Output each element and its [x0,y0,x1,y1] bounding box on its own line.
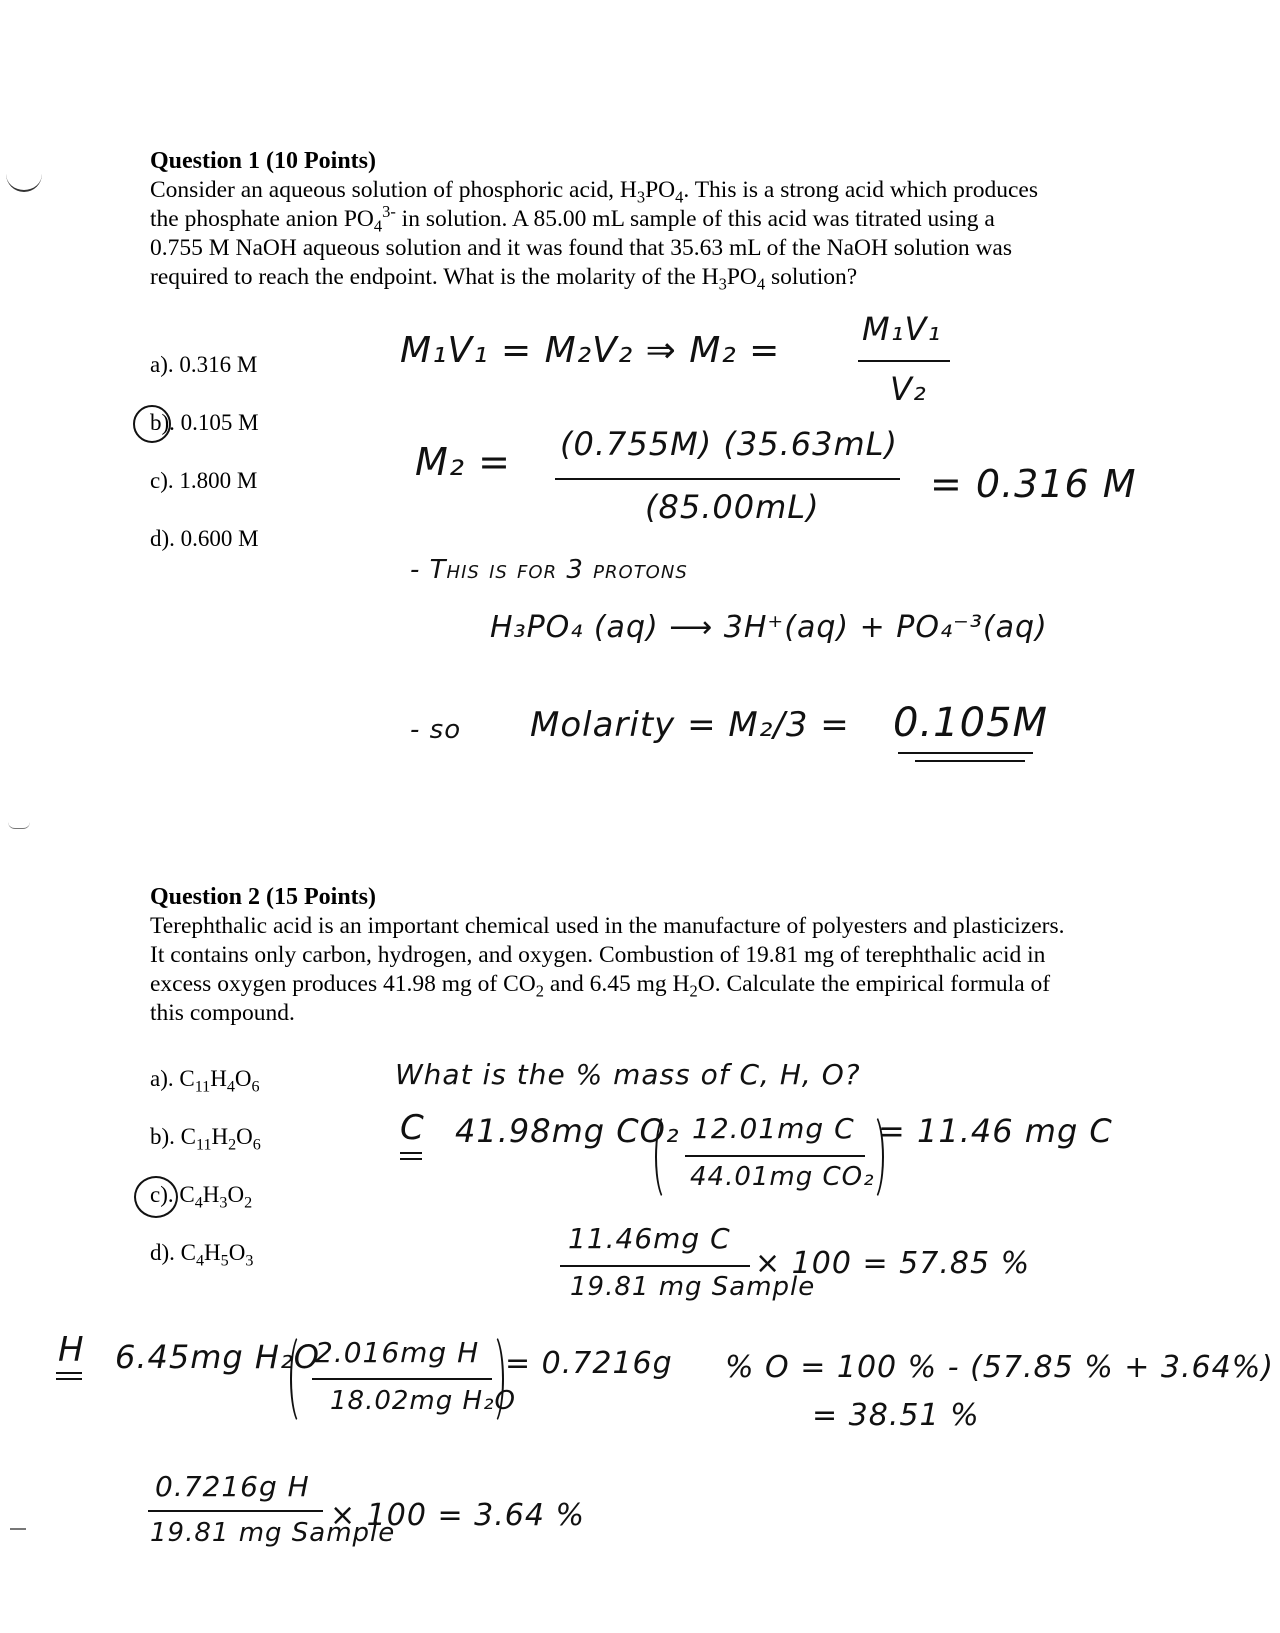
q2-title: Question 2 (15 Points) [150,884,377,910]
q2-work-h-den: 18.02mg H₂O [330,1386,516,1416]
underline-mark [915,760,1025,762]
q2-work-h-lhs: 6.45mg H₂O [115,1338,320,1376]
paren-mark [655,1112,679,1202]
q2-choice-d: d). $C_4H_5O_3$ [150,1240,254,1270]
answer-circle-mark [133,405,171,443]
underline-mark [898,752,1033,754]
q1-work-eq1-num: M₁V₁ [862,310,942,348]
q2-work-h-pct-num: 0.7216g H [155,1470,310,1503]
q2-work-h-pct-result: × 100 = 3.64 % [330,1498,585,1533]
fraction-line [312,1378,492,1380]
underline-mark [56,1372,82,1374]
paren-mark [480,1332,504,1426]
q2-work-h-result: = 0.7216g [505,1346,673,1381]
page-edge-mark [10,1528,26,1530]
underline-mark [56,1378,82,1380]
q1-work-note: - This is for 3 protons [410,555,688,585]
q2-body: Terephthalic acid is an important chemical used in the manufacture of polyesters and plasticizers. It contains only carbon, hydrogen, and oxygen. Combustion of 19.81 mg of terephthalic acid in excess oxygen produces 41.98 mg of $CO_2$ and 6.45 mg $H_2O$. Calculate the empirical formula of this compound. [150,913,1065,1026]
underline-mark [400,1152,422,1154]
page-edge-mark [8,822,30,829]
q2-choice-c: c). $C_4H_3O_2$ [150,1182,253,1212]
q1-choice-c: c). 1.800 M [150,468,258,493]
q1-work-m2-lhs: M₂ = [415,440,511,484]
q1-choice-d: d). 0.600 M [150,526,259,551]
q2-work-question: What is the % mass of C, H, O? [395,1058,861,1091]
answer-circle-mark [134,1176,178,1218]
q1-work-answer: 0.105M [893,700,1049,746]
q2-work-o-line2: = 38.51 % [812,1398,980,1433]
q2-work-c-lhs: 41.98mg CO₂ [455,1112,680,1150]
q2-work-c-pct-den: 19.81 mg Sample [570,1272,816,1302]
q1-work-molarity: Molarity = M₂/3 = [530,705,850,745]
fraction-line [555,478,900,480]
q2-work-c-pct-num: 11.46mg C [568,1222,731,1255]
fraction-line [148,1510,323,1512]
q1-work-m2-den: (85.00mL) [645,488,820,526]
fraction-line [560,1265,750,1267]
q2-work-h-label: H [58,1330,85,1370]
q2-work-c-num: 12.01mg C [692,1112,855,1145]
q1-body: Consider an aqueous solution of phosphoric acid, $H_3PO_4$. This is a strong acid which produces the phosphate anion $PO_4^{3-}$ in solution. A 85.00 mL sample of this acid was titrated using a 0.755 M NaOH aqueous solution and it was found that 35.63 mL of the NaOH solution was required to reach the endpoint. What is the molarity of the $H_3PO_4$ solution? [150,177,1038,294]
q1-work-m2-result: = 0.316 M [930,462,1137,506]
q1-work-m2-num: (0.755M) (35.63mL) [560,425,898,463]
q2-work-c-pct-result: × 100 = 57.85 % [755,1246,1031,1281]
q1-work-reaction: H₃PO₄ (aq) ⟶ 3H⁺(aq) + PO₄⁻³(aq) [490,610,1048,645]
q1-title: Question 1 (10 Points) [150,148,377,174]
fraction-line [685,1155,865,1157]
q1-choice-a: a). 0.316 M [150,352,258,377]
q2-work-c-den: 44.01mg CO₂ [690,1162,875,1192]
q1-work-so: - so [410,715,462,745]
q2-work-h-num: 2.016mg H [315,1336,480,1369]
page-edge-mark [6,170,42,192]
q2-choice-a: a). $C_{11}H_4O_6$ [150,1066,260,1096]
paren-mark [290,1332,314,1426]
fraction-line [858,360,950,362]
q2-work-h-pct-den: 19.81 mg Sample [150,1518,396,1548]
q2-choice-b: b). $C_{11}H_2O_6$ [150,1124,261,1154]
q2-work-c-label: C [400,1108,425,1148]
q2-work-c-result: = 11.46 mg C [878,1112,1113,1150]
underline-mark [400,1158,422,1160]
q2-work-o-line1: % O = 100 % - (57.85 % + 3.64%) [725,1350,1274,1385]
q1-choice-b: b). 0.105 M [150,410,259,435]
q1-work-eq1: M₁V₁ = M₂V₂ ⇒ M₂ = [400,330,781,371]
q1-work-eq1-den: V₂ [890,370,927,408]
